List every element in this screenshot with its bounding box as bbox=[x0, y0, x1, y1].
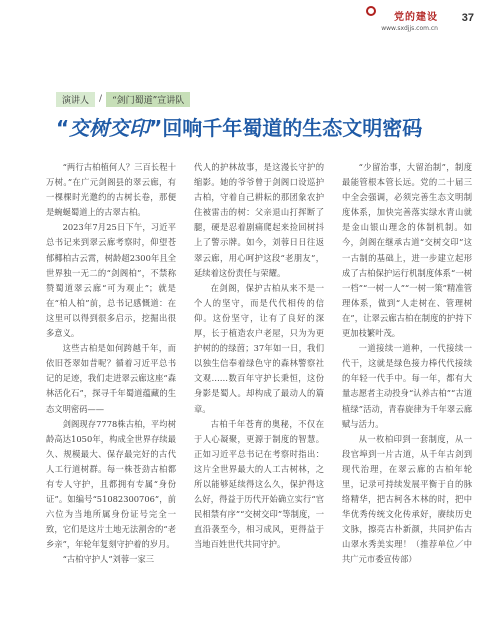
breadcrumb-separator: / bbox=[99, 94, 103, 104]
title-highlight: 交树交印 bbox=[69, 116, 150, 140]
page-header bbox=[274, 6, 474, 52]
breadcrumb bbox=[56, 92, 190, 106]
title-text: 回响千年蜀道的生态文明密码 bbox=[162, 116, 423, 140]
party-logo-icon bbox=[366, 6, 376, 16]
title-close-quote: ” bbox=[149, 116, 163, 140]
title-open-quote: “ bbox=[56, 116, 70, 140]
paragraph: 代人的护林故事，是这漫长守护的缩影。她的爷爷曾于剑阁口设巡护古柏，守着自己耕耘的那团象农护住被雷击的树：父亲退山打挥断了腿，硬是忍着剧痛爬起来捡回树抖上了警示牌。如今，刘蓉日日往返翠云廊，用心呵护这段“老朋友”，延续着这份责任与荣耀。 bbox=[194, 162, 324, 278]
paragraph: 古柏千年苍育的奥秘，不仅在于人心凝聚，更源于制度的智慧。正如习近平总书记在考察时指出：这片全世界最大的人工古树林，之所以能够延续得这么久，保护得这么好，得益于历代开始确立实行“官民相禁有序”“交树交印”等制度，一直沿袭至今，相习成风，更得益于当地百姓世代共同守护。 bbox=[194, 418, 324, 550]
site-url: www.sxdjjs.com.cn bbox=[381, 25, 438, 32]
paragraph: 在剑阁，保护古柏从来不是一个人的坚守，而是代代相传的信仰。这份坚守，让有了良好的深厚，长于植造农户老屋，只为为更护树的的绿茵；37年如一日，我们以独生信奉着绿色守的森林警察社文观……数百年守护长秉恒，这份身影是蜀人。却构成了最动人的篇章。 bbox=[194, 282, 324, 414]
column-2 bbox=[194, 160, 324, 630]
paragraph: 这些古柏是如何跨越千年，而依旧苍翠如昔呢？循着习近平总书记的足迹，我们走进翠云廊这座“森林活化石”，探寻千年蜀道蕴藏的生态文明密码—— bbox=[46, 343, 176, 414]
article-body bbox=[46, 160, 472, 630]
masthead bbox=[381, 8, 438, 32]
paragraph: “少留治事，大留治制”，制度最能管根本管长远。党的二十届三中全会强调，必须完善生态文明制度体系，加快完善落实绿水青山就是金山银山理念的体制机制。如今，剑阁在继承古道“交树交印”这一古制的基础上，进一步建立起形成了古柏保护运行机制度体系“一树一档”“一树一人”“一树一策”精准管理体系，做到“人走树在、管理树在”，让翠云廊古柏在制度的护持下更加枝繁叶茂。 bbox=[342, 162, 472, 339]
breadcrumb-column: 演讲人 bbox=[56, 92, 95, 107]
breadcrumb-section: “剑门蜀道”宣讲队 bbox=[106, 92, 190, 107]
paragraph: “古柏守护人”刘蓉一家三 bbox=[62, 554, 155, 565]
paragraph: 2023年7月25日下午，习近平总书记来到翠云廊考察时，仰望苍郁椰柏古云霄，树龄超2300年且全世界独一无二的“剑阁柏”，不禁称赞蜀道翠云廊“可为观止”；就是在“柏人柏”前，总书记感慨道：在这里可以得到很多启示，挖掘出很多意义。 bbox=[46, 222, 176, 339]
paragraph: 剑阁现存7778株古柏，平均树龄高达1050年，构成全世界存续最久、规模最大、保存最完好的古代人工行道树群。每一株苍劲古柏都有专人守护，且都拥有专属“身份证”。如编号“51082300706”，前六位为当地所属身份证号完全一致，它们是这片土地无法割舍的“老乡亲”，年轮年复刻守护着的岁月。 bbox=[46, 418, 176, 550]
paragraph: “两行古柏植何人？三百长程十万树。”在广元剑阁县的翠云廊，有一棵棵时光邀约的古树长卷，那便是蜿蜒蜀道上的古翠古柏。 bbox=[46, 162, 176, 218]
article-title bbox=[56, 112, 476, 146]
column-1 bbox=[46, 160, 176, 630]
paragraph: 从一枚柏印到一套制度，从一段官埠到一片古道，从千年古剑到现代治理，在翠云廊的古柏年轮里，记录可持续发展平衡于自的脉络精华，把古柯各木林的时，把中华优秀传统文化传承好，赓续历史文脉，擦亮古朴新颜，共同护佑古山翠水秀美实理！（推荐单位／中共广元市委宣传部） bbox=[342, 433, 472, 565]
logo-text: 党的建设 bbox=[394, 12, 438, 23]
paragraph: 一道接续一道种，一代接续一代干，这就是绿色接力棒代代接续的年轻一代手中。每一年，都有大量志愿者主动投身“认养古柏”“古道植绿”活动，青春旋律为千年翠云廊赋与活力。 bbox=[342, 343, 472, 429]
page-number: 37 bbox=[461, 12, 474, 24]
column-3 bbox=[342, 160, 472, 630]
